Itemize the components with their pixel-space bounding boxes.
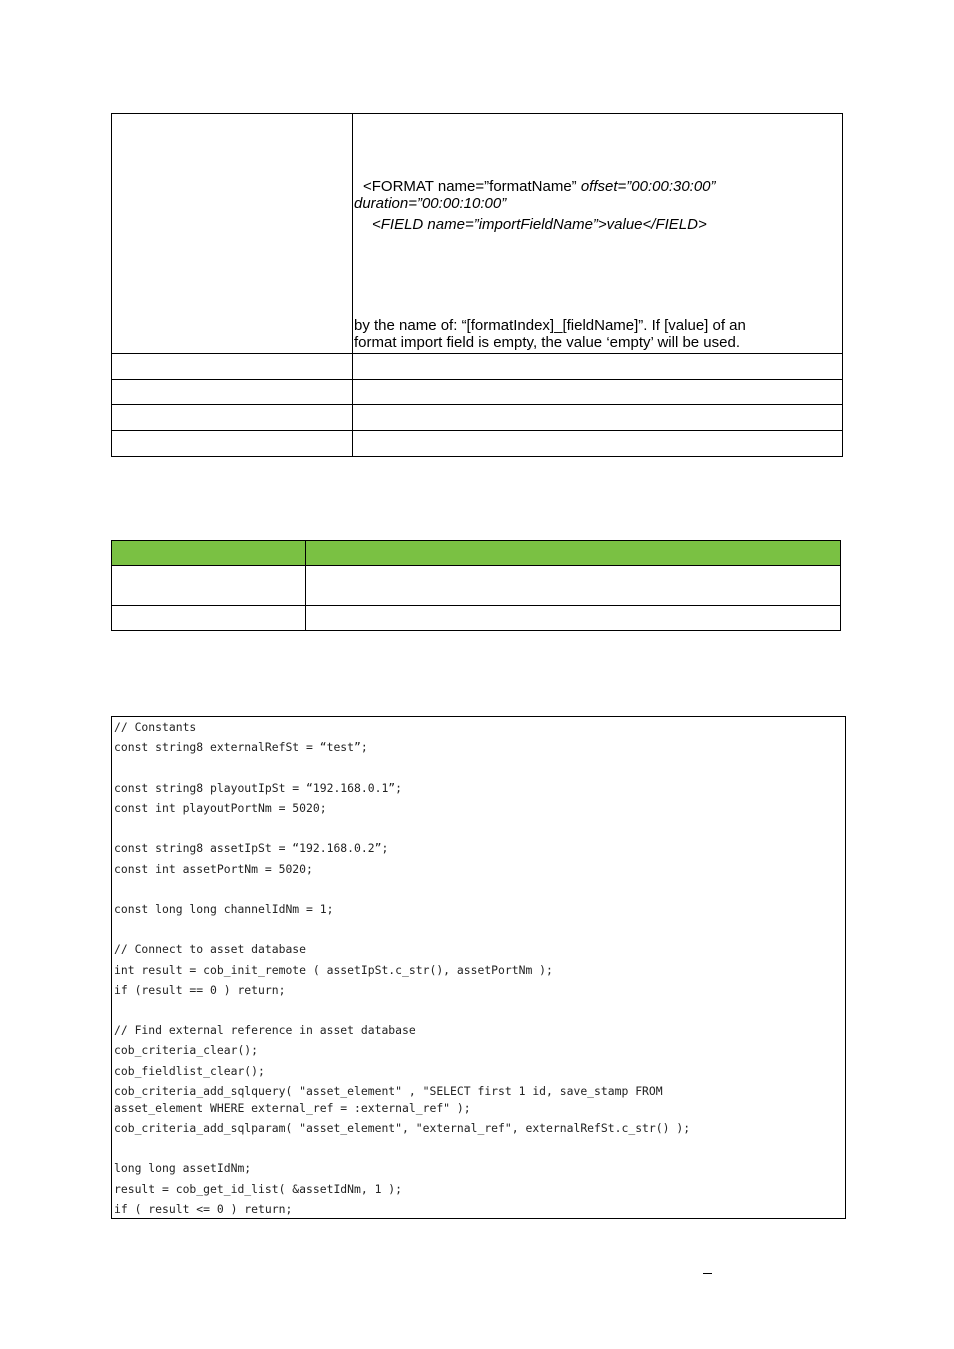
code-line: // Constants — [114, 720, 197, 734]
code-line: // Find external reference in asset database — [114, 1023, 416, 1037]
code-line: result = cob_get_id_list( &assetIdNm, 1 ); — [114, 1182, 403, 1196]
page-footer-mark — [703, 1273, 712, 1274]
code-line: int result = cob_init_remote ( assetIpSt.c_str(), assetPortNm ); — [114, 963, 553, 977]
code-line: const long long channelIdNm = 1; — [114, 902, 334, 916]
table-border — [111, 113, 843, 457]
code-line: const string8 playoutIpSt = “192.168.0.1”; — [114, 781, 403, 795]
code-line: const int assetPortNm = 5020; — [114, 862, 313, 876]
naming-line-2: format import field is empty, the value ‘empty’ will be used. — [354, 334, 740, 351]
code-line: cob_fieldlist_clear(); — [114, 1064, 265, 1078]
code-line: const string8 assetIpSt = “192.168.0.2”; — [114, 841, 389, 855]
code-line: cob_criteria_add_sqlquery( "asset_element" , "SELECT first 1 id, save_stamp FROM — [114, 1084, 663, 1098]
row-divider — [111, 379, 843, 380]
field-tag-text: <FIELD name=”importFieldName”>value</FIELD> — [372, 216, 707, 233]
code-line: asset_element WHERE external_ref = :external_ref" ); — [114, 1101, 471, 1115]
code-line: const int playoutPortNm = 5020; — [114, 801, 327, 815]
naming-line-1: by the name of: “[formatIndex]_[fieldName]”. If [value] of an — [354, 317, 746, 334]
row-divider — [111, 430, 843, 431]
field-tag-line — [372, 216, 707, 233]
table-border — [111, 540, 841, 631]
row-divider — [111, 353, 843, 354]
green-header-table — [111, 540, 841, 631]
row-divider — [111, 404, 843, 405]
format-duration-line — [354, 195, 506, 212]
code-sample-box — [111, 716, 846, 1219]
code-line: // Connect to asset database — [114, 942, 307, 956]
format-tag-text: <FORMAT name=”formatName” — [363, 178, 581, 195]
code-line: cob_criteria_add_sqlparam( "asset_element", "external_ref", externalRefSt.c_str() ); — [114, 1121, 691, 1135]
code-line: if (result == 0 ) return; — [114, 983, 286, 997]
code-line: cob_criteria_clear(); — [114, 1043, 259, 1057]
format-description-table — [111, 113, 843, 457]
format-tag-line — [363, 178, 716, 195]
code-line: const string8 externalRefSt = “test”; — [114, 740, 368, 754]
column-divider — [352, 113, 353, 457]
format-offset-text: offset=”00:00:30:00” — [580, 178, 716, 195]
code-line: long long assetIdNm; — [114, 1161, 252, 1175]
code-line: if ( result <= 0 ) return; — [114, 1202, 293, 1216]
format-duration-text: duration=”00:00:10:00” — [354, 195, 507, 212]
